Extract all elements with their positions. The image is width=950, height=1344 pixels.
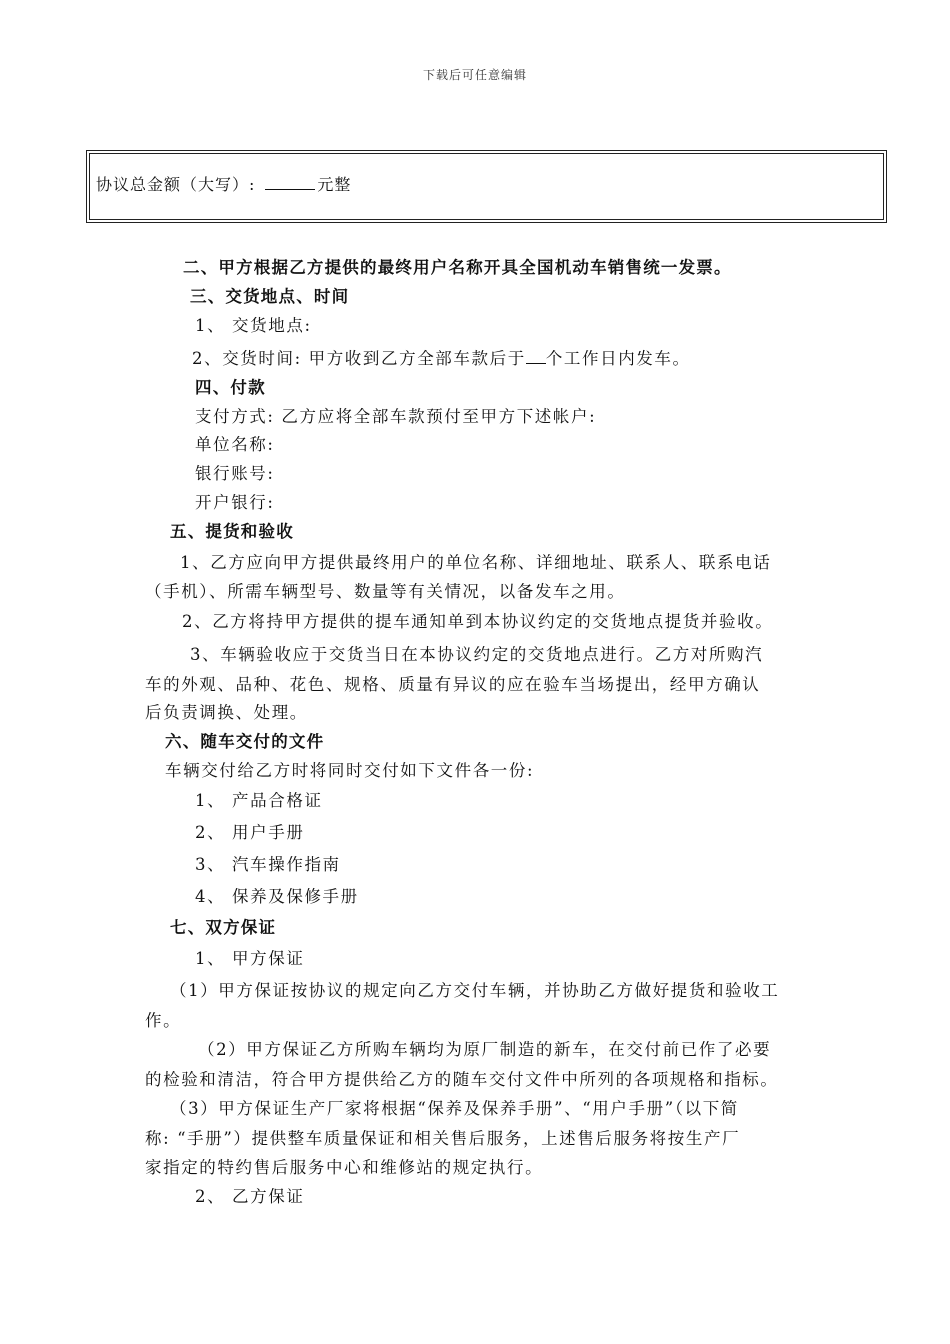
amount-box [86,150,887,223]
s7-1-1a: （1）甲方保证按协议的规定向乙方交付车辆，并协助乙方做好提货和验收工 [170,981,780,1000]
s6-item-1: 1、 产品合格证 [195,791,323,810]
bank-account: 银行账号: [195,464,275,483]
s5-item-3c: 后负责调换、处理。 [145,703,308,722]
amount-suffix: 元整 [317,175,352,194]
s5-item-3a: 3、车辆验收应于交货当日在本协议约定的交货地点进行。乙方对所购汽 [190,645,764,664]
section-2-heading: 二、甲方根据乙方提供的最终用户名称开具全国机动车销售统一发票。 [183,258,732,277]
bank-name: 开户银行: [195,493,275,512]
s7-1-2b: 的检验和清洁，符合甲方提供给乙方的随车交付文件中所列的各项规格和指标。 [145,1070,779,1089]
payment-method: 支付方式: 乙方应将全部车款预付至甲方下述帐户: [195,407,597,426]
s7-item-1: 1、 甲方保证 [195,949,305,968]
section-7-heading: 七、双方保证 [170,918,277,937]
s3-item-2-tail: 个工作日内发车。 [545,349,691,368]
s7-1-3b: 称: “手册”）提供整车质量保证和相关售后服务，上述售后服务将按生产厂 [145,1129,741,1148]
s3-item-2-text: 2、交货时间: 甲方收到乙方全部车款后于 [192,349,526,368]
section-6-heading: 六、随车交付的文件 [165,732,325,751]
amount-line [96,172,351,195]
s7-1-1b: 作。 [145,1011,182,1030]
s6-item-2: 2、 用户手册 [195,823,305,842]
s5-item-2: 2、乙方将持甲方提供的提车通知单到本协议约定的交货地点提货并验收。 [182,612,774,631]
s3-item-1: 1、 交货地点: [195,316,312,335]
days-blank [526,349,546,364]
s7-1-3c: 家指定的特约售后服务中心和维修站的规定执行。 [145,1158,544,1177]
section-5-heading: 五、提货和验收 [170,522,294,541]
s5-item-3b: 车的外观、品种、花色、规格、质量有异议的应在验车当场提出，经甲方确认 [145,675,761,694]
s3-item-2 [192,349,691,368]
unit-name: 单位名称: [195,435,275,454]
amount-blank [265,175,315,190]
s7-1-3a: （3）甲方保证生产厂家将根据“保养及保养手册”、“用户手册”（以下简 [170,1099,739,1118]
s6-intro: 车辆交付给乙方时将同时交付如下文件各一份: [165,761,535,780]
s6-item-3: 3、 汽车操作指南 [195,855,341,874]
s7-item-2: 2、 乙方保证 [195,1187,305,1206]
s5-item-1a: 1、乙方应向甲方提供最终用户的单位名称、详细地址、联系人、联系电话 [180,553,772,572]
s5-item-1b: （手机）、所需车辆型号、数量等有关情况，以备发车之用。 [145,582,626,601]
amount-label: 协议总金额（大写）: [96,175,256,194]
section-3-heading: 三、交货地点、时间 [190,287,350,306]
header-note: 下载后可任意编辑 [422,68,527,82]
section-4-heading: 四、付款 [195,378,266,397]
s6-item-4: 4、 保养及保修手册 [195,887,359,906]
s7-1-2a: （2）甲方保证乙方所购车辆均为原厂制造的新车，在交付前已作了必要 [198,1040,772,1059]
